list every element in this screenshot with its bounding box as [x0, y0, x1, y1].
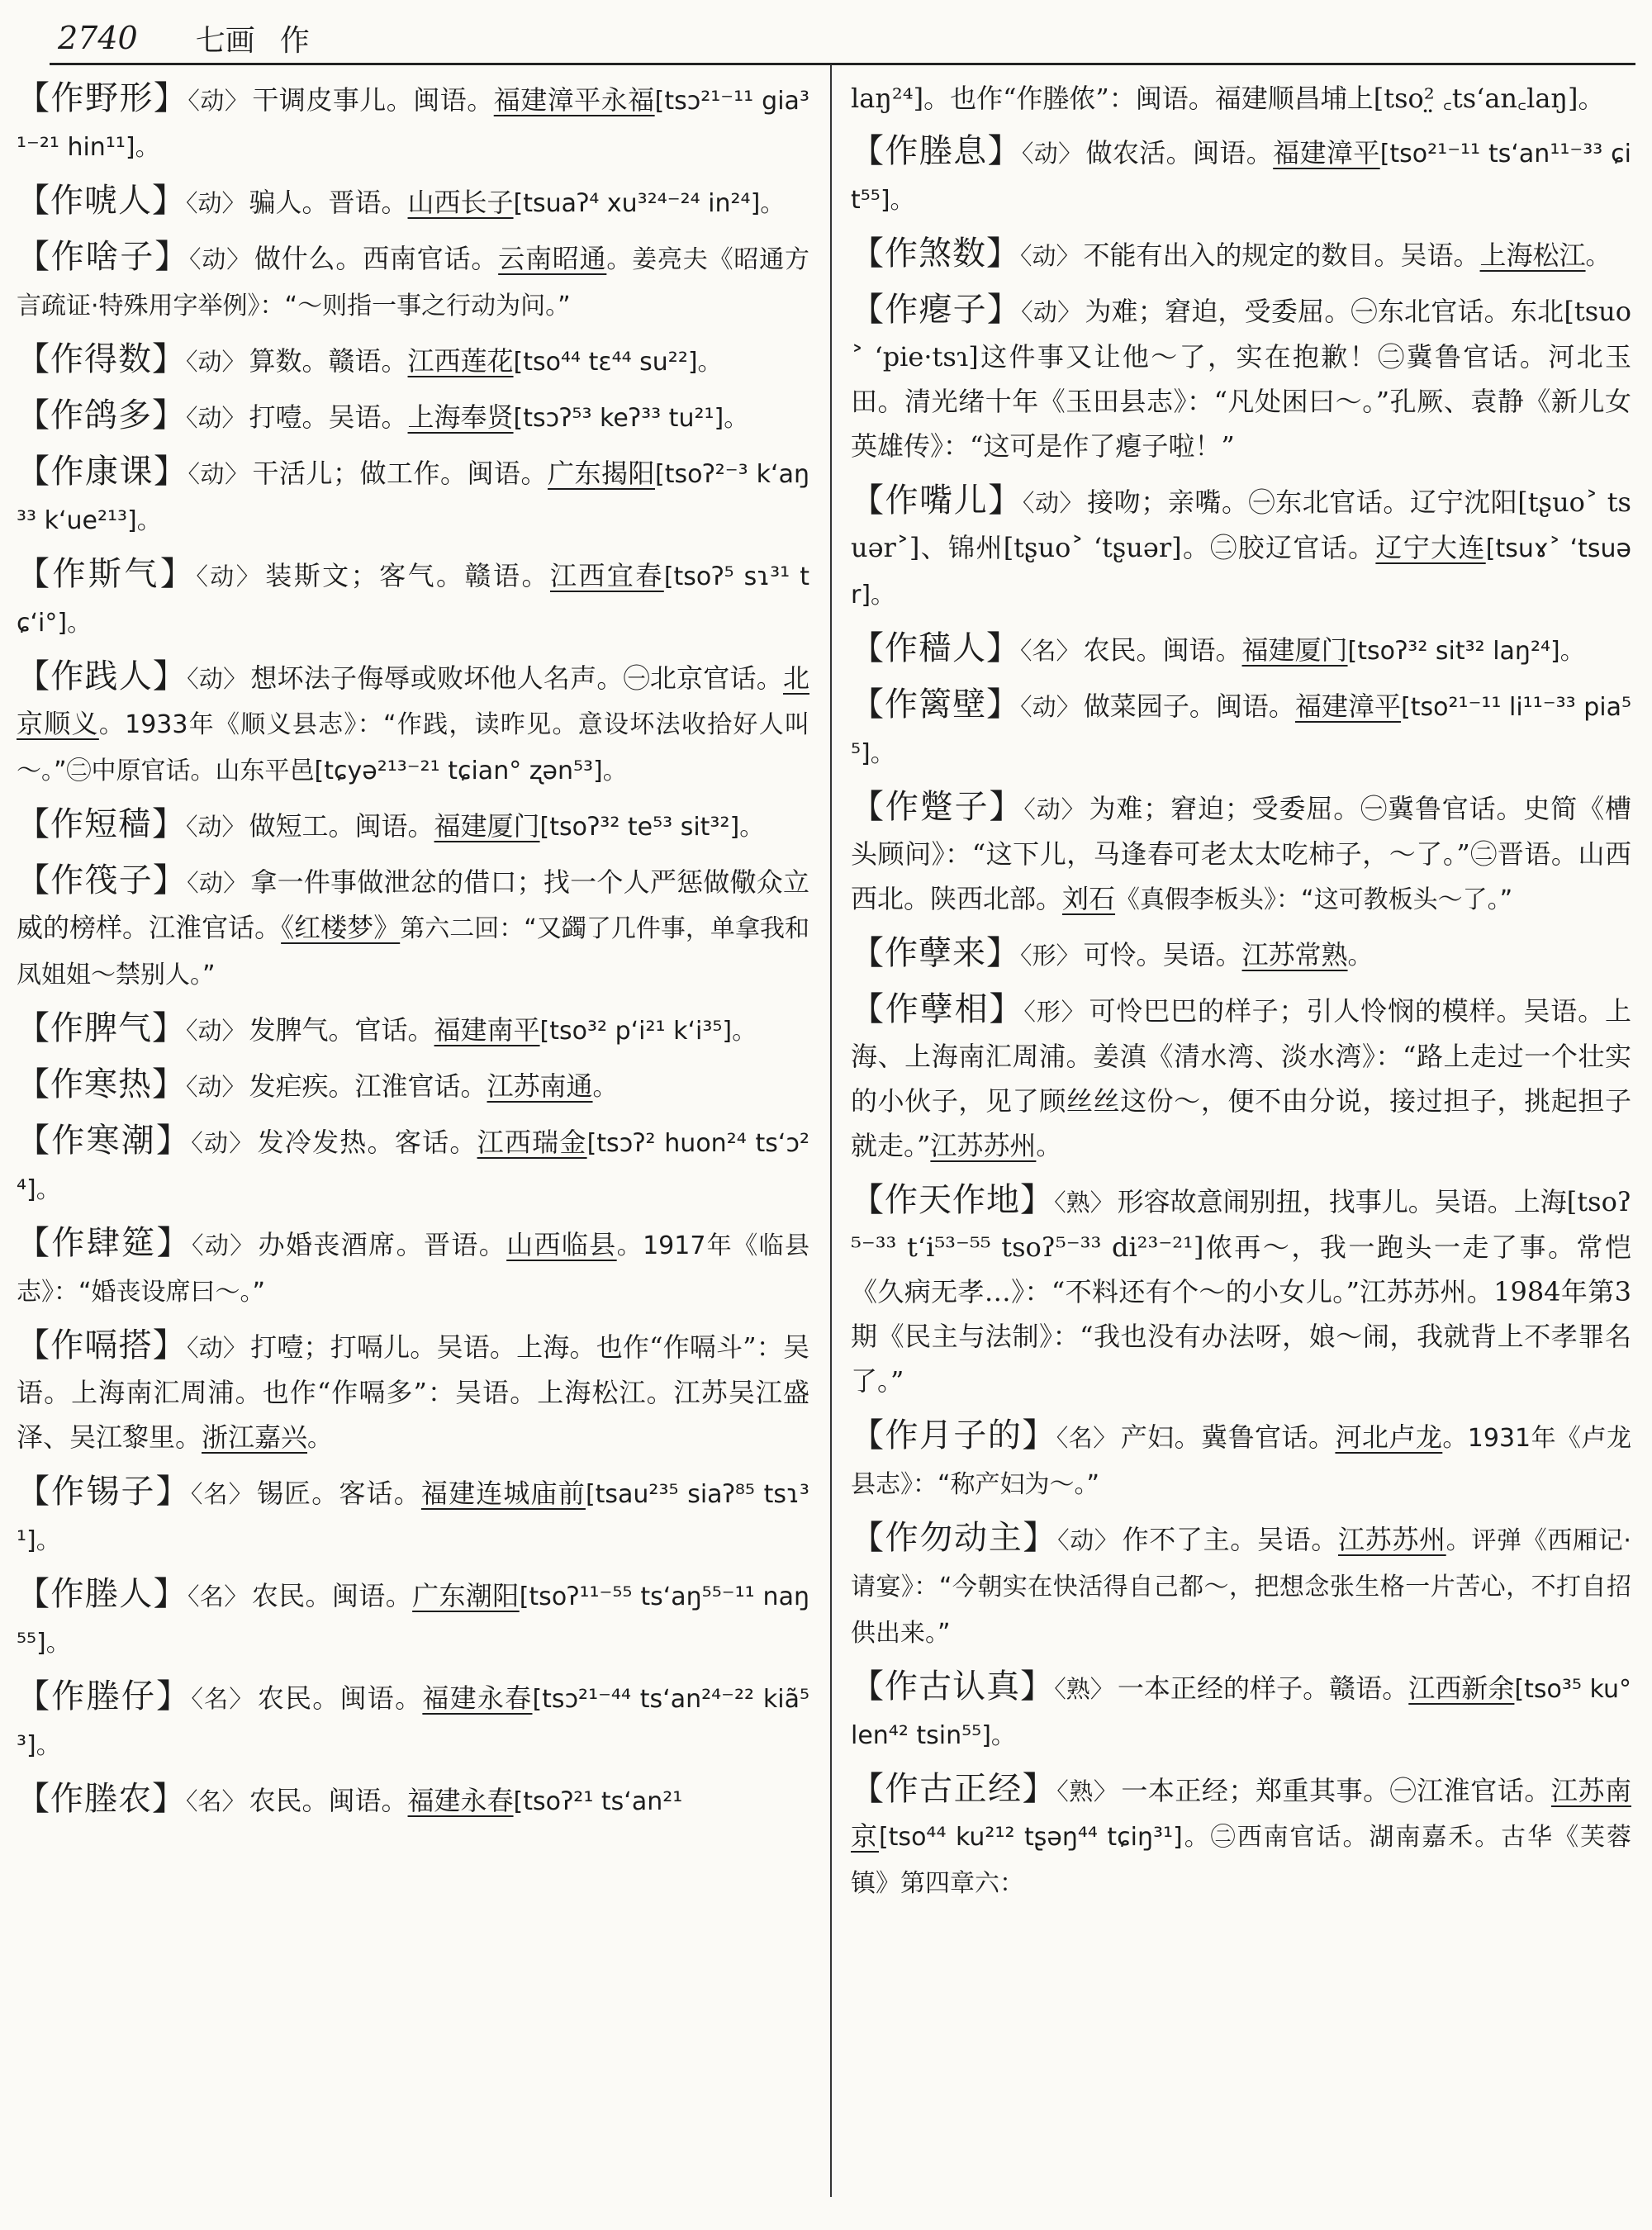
header-rule — [50, 63, 1635, 65]
entry-pos: 〈形〉 — [1023, 998, 1086, 1026]
entry-pos: 〈名〉 — [191, 1685, 254, 1713]
entry-location: 福建漳平永福 — [493, 84, 655, 116]
entry-headword: 【作肆筵】 — [17, 1224, 192, 1262]
entry-pos: 〈名〉 — [190, 1480, 254, 1508]
entry-location: 福建漳平 — [1294, 690, 1402, 722]
entry-location: 山西临县 — [506, 1229, 617, 1260]
entry-pos: 〈动〉 — [191, 1231, 255, 1260]
entry-headword: 【作塍农】 — [17, 1780, 186, 1818]
dictionary-entry — [17, 393, 809, 441]
entry-headword: 【作野形】 — [17, 79, 188, 117]
entry-pronunciation: 。 — [1036, 1132, 1061, 1161]
entry-pronunciation: 。评弹《西厢记·请宴》：“今朝实在快活得自己都～，把想念张生格一片苦心，不打自招供出来。” — [851, 1526, 1631, 1648]
entry-pronunciation: [tsoʔ²⁻³ k‘aŋ³³ k‘ue²¹³]。 — [17, 460, 809, 535]
entry-pronunciation: [tso⁴⁴ tɛ⁴⁴ su²²]。 — [513, 348, 723, 377]
entry-headword: 【作锡子】 — [17, 1473, 191, 1511]
entry-headword: 【作蹩子】 — [851, 788, 1024, 826]
entry-definition: 干调皮事儿。闽语。 — [252, 84, 494, 116]
entry-location: 江苏苏州 — [930, 1130, 1037, 1161]
entry-headword: 【作短穑】 — [17, 805, 186, 843]
entry-headword: 【作孽相】 — [851, 990, 1024, 1028]
entry-definition: 干活儿；做工作。闽语。 — [252, 458, 548, 489]
entry-headword: 【作篱壁】 — [851, 686, 1021, 724]
dictionary-entry — [17, 1572, 809, 1666]
entry-headword: 【作康课】 — [17, 453, 188, 491]
dictionary-entry — [17, 235, 809, 329]
entry-location: 上海松江 — [1479, 240, 1586, 271]
page-number: 2740 — [58, 20, 138, 56]
entry-headword: 【作孽来】 — [851, 934, 1020, 972]
entry-pronunciation: 。 — [592, 1073, 618, 1102]
entry-pos: 〈动〉 — [187, 1334, 248, 1362]
dictionary-entry — [17, 858, 809, 998]
entry-pronunciation: [tsoʔ²¹ ts‘an²¹ — [513, 1787, 683, 1816]
entry-headword: 【作脾气】 — [17, 1009, 186, 1047]
entry-pos: 〈熟〉 — [1056, 1777, 1118, 1805]
entry-pos: 〈名〉 — [1020, 637, 1080, 665]
entry-location: 江西瑞金 — [477, 1127, 587, 1158]
entry-definition: 办婚丧酒席。晋语。 — [258, 1229, 507, 1260]
entry-pos: 〈动〉 — [1021, 298, 1082, 326]
dictionary-entry — [17, 802, 809, 850]
entry-headword: 【作塍息】 — [851, 132, 1022, 170]
entry-pronunciation: [tsau²³⁵ siaʔ⁸⁵ tsɿ³¹]。 — [17, 1480, 809, 1555]
dictionary-entry — [851, 785, 1631, 923]
entry-headword: 【作鸽多】 — [17, 396, 186, 434]
entry-pos: 〈动〉 — [186, 348, 246, 376]
entry-definition: 一本正经；郑重其事。㊀江淮官话。 — [1121, 1775, 1551, 1806]
entry-definition: 农民。闽语。 — [1083, 634, 1242, 666]
entry-pronunciation: 。 — [307, 1424, 333, 1453]
entry-location: 云南昭通 — [498, 243, 607, 274]
entry-pos: 〈动〉 — [191, 1129, 254, 1157]
dictionary-entry — [17, 449, 809, 543]
entry-definition: 接吻；亲嘴。㊀东北官话。辽宁沈阳[tʂuo˃ tsuər˃]、锦州[tʂuo˃ ‘tʂuər]。㊁胶辽官话。 — [851, 486, 1631, 563]
entry-pronunciation: [tso³⁵ ku° len⁴² tsin⁵⁵]。 — [851, 1675, 1631, 1750]
entry-headword: 【作瘪子】 — [851, 291, 1022, 329]
entry-pronunciation: [tsuɤ˃ ‘tsuər]。 — [851, 534, 1631, 610]
entry-headword: 【作嗝搭】 — [17, 1326, 187, 1364]
entry-pronunciation: 第六二回：“又蠲了几件事，单拿我和凤姐姐～禁别人。” — [17, 914, 809, 989]
dictionary-entry — [851, 1664, 1631, 1758]
entry-pos: 〈动〉 — [1020, 693, 1080, 721]
entry-location: 广东潮阳 — [412, 1580, 520, 1611]
entry-pos: 〈动〉 — [188, 460, 249, 488]
entry-location: 辽宁大连 — [1375, 532, 1486, 563]
dictionary-entry — [851, 1767, 1631, 1906]
entry-pos: 〈动〉 — [189, 245, 251, 273]
entry-pronunciation: 。 — [1347, 942, 1373, 970]
entry-headword: 【作唬人】 — [17, 182, 186, 220]
entry-headword: 【作斯气】 — [17, 555, 197, 593]
page-header — [58, 15, 1627, 61]
entry-pos: 〈动〉 — [186, 813, 246, 841]
dictionary-entry — [17, 1062, 809, 1110]
entry-pos: 〈名〉 — [1056, 1424, 1118, 1452]
entry-pos: 〈熟〉 — [1054, 1675, 1114, 1703]
entry-location: 福建厦门 — [434, 810, 540, 842]
entry-location: 江苏常熟 — [1241, 939, 1348, 970]
entry-definition: 作不了主。吴语。 — [1122, 1524, 1338, 1555]
dictionary-entry — [851, 1413, 1631, 1507]
entry-definition: 农民。闽语。 — [249, 1785, 408, 1816]
entry-headword: 【作得数】 — [17, 340, 186, 378]
entry-headword: 【作煞数】 — [851, 235, 1020, 273]
entry-definition: 发冷发热。客话。 — [257, 1127, 477, 1158]
entry-definition: 形容故意闹别扭，找事儿。吴语。上海[tsoʔ⁵⁻³³ t‘i⁵³⁻⁵⁵ tsoʔ⁵⁻³³ di²³⁻²¹]侬再～，我一跑头一走了事。常恺《久病无孝…》：“不料还有个～的小女儿。”江苏苏州。1984年第3期《民主与法制》：“我也没有办法呀，娘～闹，我就背上不孝罪名了。” — [851, 1186, 1631, 1397]
dictionary-entry — [17, 337, 809, 385]
entry-location: 江西新余 — [1408, 1672, 1515, 1704]
dictionary-entry — [17, 178, 809, 226]
entry-definition: 产妇。冀鲁官话。 — [1120, 1421, 1336, 1453]
dictionary-entry — [851, 1516, 1631, 1656]
entry-location: 《红楼梦》 — [281, 912, 401, 943]
entry-definition: 打噎；打嗝儿。吴语。上海。也作“作嗝斗”：吴语。上海南汇周浦。也作“作嗝多”：吴语。上海松江。江苏吴江盛泽、吴江黎里。 — [17, 1331, 809, 1453]
entry-headword: 【作践人】 — [17, 657, 188, 695]
entry-pos: 〈动〉 — [1057, 1526, 1119, 1554]
entry-headword: 【作塍人】 — [17, 1575, 188, 1613]
entry-pronunciation: [tsɔʔ² huon²⁴ ts‘ɔ²⁴]。 — [17, 1129, 809, 1204]
column-divider — [830, 64, 832, 2197]
entry-pos: 〈动〉 — [196, 562, 263, 591]
entry-headword: 【作天作地】 — [851, 1181, 1055, 1219]
entry-headword: 【作古正经】 — [851, 1770, 1057, 1808]
entry-headword: 【作穑人】 — [851, 629, 1020, 667]
entry-definition: 打噎。吴语。 — [249, 401, 408, 433]
entry-pos: 〈动〉 — [1023, 795, 1086, 823]
dictionary-entry — [851, 987, 1631, 1170]
entry-definition: 为难；窘迫；受委屈。㊀冀鲁官话。史简《槽头顾问》：“这下儿，马逢春可老太太吃柿子，～了。”㊁晋语。山西西北。陕西北部。 — [851, 793, 1631, 914]
dictionary-entry — [17, 1777, 809, 1824]
entry-pos: 〈动〉 — [188, 87, 249, 115]
entry-definition: 为难；窘迫，受委屈。㊀东北官话。东北[tsuo˃ ‘pie·tsɿ]这件事又让他～了，实在抱歉！㊁冀鲁官话。河北玉田。清光绪十年《玉田县志》：“凡处困曰～。”孔厥、袁静《新儿女英雄传》：“这可是作了瘪子啦！” — [851, 296, 1631, 462]
dictionary-entry — [17, 1323, 809, 1461]
continued-entry: laŋ²⁴]。也作“作塍侬”：闽语。福建顺昌埔上[tso²̤ ꜀ts‘an꜀laŋ]。 — [851, 83, 1605, 114]
entry-definition: 一本正经的样子。赣语。 — [1117, 1672, 1409, 1704]
entry-pronunciation: [tsoʔ⁵ sɿ³¹ tɕ‘i°]。 — [17, 562, 809, 638]
entry-pronunciation: [tsɔ²¹⁻⁴⁴ ts‘an²⁴⁻²² kiã⁵³]。 — [17, 1685, 809, 1760]
entry-headword: 【作嘴儿】 — [851, 482, 1023, 520]
entry-definition: 可怜。吴语。 — [1083, 939, 1242, 970]
entry-location: 福建永春 — [407, 1785, 514, 1816]
entry-pronunciation: 。姜亮夫《昭通方言疏证·特殊用字举例》：“～则指一事之行动为问。” — [17, 245, 809, 320]
entry-location: 河北卢龙 — [1335, 1421, 1443, 1453]
entry-location: 江西宜春 — [549, 560, 664, 591]
entry-pos: 〈动〉 — [186, 1017, 246, 1045]
entry-pos: 〈动〉 — [187, 665, 248, 693]
entry-location: 北京顺义 — [17, 662, 809, 739]
section-title — [196, 17, 310, 59]
dictionary-entry — [851, 931, 1631, 979]
entry-definition: 可怜巴巴的样子；引人怜悯的模样。吴语。上海、上海南汇周浦。姜滇《清水湾、淡水湾》：“路上走过一个壮实的小伙子，见了顾丝丝这份～，便不由分说，接过担子，挑起担子就走。” — [851, 995, 1631, 1161]
entry-headword: 【作寒热】 — [17, 1065, 186, 1103]
entry-pronunciation: [tsoʔ¹¹⁻⁵⁵ ts‘aŋ⁵⁵⁻¹¹ naŋ⁵⁵]。 — [17, 1582, 809, 1658]
entry-location: 江苏苏州 — [1338, 1524, 1446, 1555]
entry-location: 浙江嘉兴 — [202, 1421, 308, 1453]
dictionary-entry — [851, 478, 1631, 618]
dictionary-entry — [851, 682, 1631, 776]
entry-definition: 做短工。闽语。 — [249, 810, 434, 842]
entry-location: 福建永春 — [422, 1682, 533, 1714]
entry-pos: 〈名〉 — [188, 1582, 249, 1611]
entry-pronunciation: 《真假李板头》：“这可教板头～了。” — [1115, 885, 1513, 914]
entry-definition: 做菜园子。闽语。 — [1083, 690, 1295, 722]
entry-definition: 做农活。闽语。 — [1085, 137, 1274, 168]
entry-pronunciation: [tsuaʔ⁴ xu³²⁴⁻²⁴ in²⁴]。 — [513, 189, 786, 218]
entry-pronunciation: 。1917年《临县志》：“婚丧设席曰～。” — [17, 1231, 809, 1307]
entry-pos: 〈熟〉 — [1054, 1189, 1114, 1217]
entry-pronunciation: [tso³² p‘i²¹ k‘i³⁵]。 — [539, 1017, 757, 1046]
entry-pos: 〈动〉 — [1020, 242, 1080, 270]
entry-definition: 装斯文；客气。赣语。 — [265, 560, 550, 591]
entry-pronunciation: [tso²¹⁻¹¹ ts‘an¹¹⁻³³ ɕit⁵⁵]。 — [851, 140, 1631, 215]
entry-pos: 〈动〉 — [1021, 140, 1083, 168]
dictionary-entry — [851, 1178, 1631, 1405]
dictionary-entry — [17, 1221, 809, 1315]
header-char: 作 — [279, 23, 310, 58]
entry-location: 福建漳平 — [1273, 137, 1380, 168]
entry-location: 刘石 — [1062, 883, 1116, 914]
entry-pronunciation: 。1933年《顺义县志》：“作践，读昨见。意设坏法收拾好人叫～。”㊁中原官话。山东平邑[tɕyə²¹³⁻²¹ tɕian° ʐən⁵³]。 — [17, 710, 809, 785]
entry-pronunciation: [tsoʔ³² te⁵³ sit³²]。 — [539, 813, 765, 842]
entry-pos: 〈形〉 — [1020, 942, 1080, 970]
entry-definition: 拿一件事做泄忿的借口；找一个人严惩做儆众立威的榜样。江淮官话。 — [17, 866, 809, 943]
entry-headword: 【作筏子】 — [17, 861, 188, 899]
entry-definition: 不能有出入的规定的数目。吴语。 — [1083, 240, 1480, 271]
entry-pos: 〈动〉 — [186, 404, 246, 432]
entry-location: 福建南平 — [434, 1014, 540, 1046]
entry-headword: 【作勿动主】 — [851, 1519, 1058, 1557]
entry-definition: 骗人。晋语。 — [249, 187, 408, 218]
entry-pronunciation: [tsɔ²¹⁻¹¹ gia³¹⁻²¹ hin¹¹]。 — [17, 87, 809, 162]
entry-location: 江苏南通 — [487, 1070, 593, 1102]
entry-headword: 【作月子的】 — [851, 1416, 1056, 1454]
entry-pos: 〈动〉 — [1022, 489, 1085, 517]
entry-headword: 【作塍仔】 — [17, 1677, 192, 1715]
entry-pronunciation: [tsɔʔ⁵³ keʔ³³ tu²¹]。 — [513, 404, 749, 433]
entry-definition: 算数。赣语。 — [249, 345, 408, 377]
entry-pos: 〈动〉 — [186, 189, 246, 217]
stroke-section: 七画 — [195, 23, 255, 58]
entry-headword: 【作寒潮】 — [17, 1122, 192, 1160]
entry-location: 山西长子 — [407, 187, 514, 218]
dictionary-entry — [851, 626, 1631, 674]
entry-pronunciation: [tso²¹⁻¹¹ li¹¹⁻³³ pia⁵⁵]。 — [851, 693, 1631, 768]
dictionary-entry — [17, 1674, 809, 1768]
left-column — [17, 76, 809, 2215]
entry-definition: 锡匠。客话。 — [256, 1478, 421, 1509]
dictionary-entry — [17, 76, 809, 170]
dictionary-entry — [17, 1118, 809, 1212]
entry-location: 江西莲花 — [407, 345, 514, 377]
entry-pos: 〈动〉 — [187, 869, 248, 897]
entry-location: 福建厦门 — [1241, 634, 1348, 666]
entry-pronunciation: 。 — [1585, 242, 1611, 271]
entry-location: 福建连城庙前 — [420, 1478, 586, 1509]
entry-location: 广东揭阳 — [547, 458, 655, 489]
dictionary-entry — [851, 287, 1631, 470]
entry-pronunciation: 。1931年《卢龙县志》：“称产妇为～。” — [851, 1424, 1631, 1499]
entry-definition: 发脾气。官话。 — [249, 1014, 434, 1046]
entry-definition: 做什么。西南官话。 — [254, 243, 499, 274]
entry-definition: 农民。闽语。 — [257, 1682, 423, 1714]
dictionary-entry — [17, 654, 809, 794]
entry-location: 江苏南京 — [851, 1775, 1631, 1852]
dictionary-entry — [851, 129, 1631, 223]
entry-pos: 〈名〉 — [186, 1787, 246, 1815]
entry-headword: 【作啥子】 — [17, 238, 190, 276]
entry-headword: 【作古认真】 — [851, 1668, 1055, 1706]
entry-definition: 农民。闽语。 — [251, 1580, 413, 1611]
entry-location: 上海奉贤 — [407, 401, 514, 433]
dictionary-entry — [17, 1469, 809, 1563]
dictionary-entry — [851, 231, 1631, 279]
entry-pronunciation: [tsoʔ³² sit³² laŋ²⁴]。 — [1347, 637, 1585, 666]
entry-definition: 想坏法子侮辱或败坏他人名声。㊀北京官话。 — [250, 662, 783, 694]
dictionary-entry — [17, 1006, 809, 1054]
right-column — [851, 76, 1631, 2215]
dictionary-entry — [17, 552, 809, 646]
entry-definition: 发疟疾。江淮官话。 — [249, 1070, 487, 1102]
entry-pronunciation: [tso⁴⁴ ku²¹² tʂəŋ⁴⁴ tɕiŋ³¹]。㊁西南官话。湖南嘉禾。古华《芙蓉镇》第四章六： — [851, 1823, 1631, 1898]
entry-pos: 〈动〉 — [186, 1073, 246, 1101]
